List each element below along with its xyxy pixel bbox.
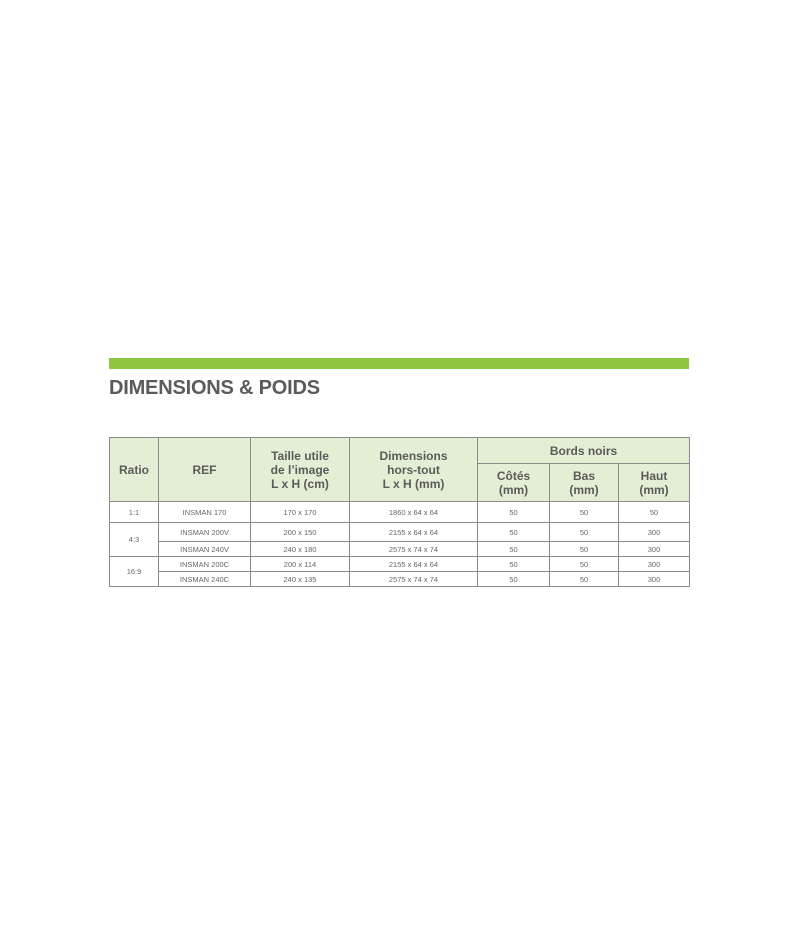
header-dim-line3: L x H (mm) bbox=[382, 476, 445, 491]
header-dimensions bbox=[350, 438, 478, 502]
header-cotes-line2: (mm) bbox=[498, 482, 529, 497]
header-bas bbox=[550, 464, 619, 502]
bas-cell: 50 bbox=[550, 557, 619, 572]
header-dim-line1: Dimensions bbox=[379, 448, 448, 463]
header-bas-line2: (mm) bbox=[569, 482, 599, 497]
cotes-cell: 50 bbox=[478, 542, 550, 557]
dimensions-cell: 2575 x 74 x 74 bbox=[350, 542, 478, 557]
bas-cell: 50 bbox=[550, 502, 619, 523]
bas-cell: 50 bbox=[550, 523, 619, 542]
table-row bbox=[110, 523, 690, 542]
header-taille-line2: de l’image bbox=[270, 462, 330, 477]
ratio-cell: 16:9 bbox=[110, 557, 159, 587]
header-cotes-line1: Côtés bbox=[496, 468, 531, 483]
haut-cell: 300 bbox=[619, 542, 690, 557]
header-taille-utile bbox=[251, 438, 350, 502]
header-haut bbox=[619, 464, 690, 502]
header-bas-line1: Bas bbox=[572, 468, 595, 483]
ref-cell: INSMAN 240C bbox=[159, 572, 251, 587]
haut-cell: 300 bbox=[619, 523, 690, 542]
section-title: DIMENSIONS & POIDS bbox=[109, 377, 320, 399]
header-bords-noirs: Bords noirs bbox=[478, 438, 690, 464]
taille-cell: 200 x 150 bbox=[251, 523, 350, 542]
cotes-cell: 50 bbox=[478, 523, 550, 542]
cotes-cell: 50 bbox=[478, 502, 550, 523]
taille-cell: 170 x 170 bbox=[251, 502, 350, 523]
bas-cell: 50 bbox=[550, 542, 619, 557]
ref-cell: INSMAN 200V bbox=[159, 523, 251, 542]
dimensions-cell: 2155 x 64 x 64 bbox=[350, 557, 478, 572]
table-row bbox=[110, 502, 690, 523]
header-taille-line1: Taille utile bbox=[271, 448, 329, 463]
header-haut-line2: (mm) bbox=[639, 482, 669, 497]
section-accent-bar bbox=[109, 358, 689, 369]
cotes-cell: 50 bbox=[478, 572, 550, 587]
haut-cell: 50 bbox=[619, 502, 690, 523]
taille-cell: 240 x 180 bbox=[251, 542, 350, 557]
header-ref: REF bbox=[159, 438, 251, 502]
dimensions-cell: 1860 x 64 x 64 bbox=[350, 502, 478, 523]
dimensions-cell: 2575 x 74 x 74 bbox=[350, 572, 478, 587]
ref-cell: INSMAN 240V bbox=[159, 542, 251, 557]
bas-cell: 50 bbox=[550, 572, 619, 587]
dimensions-cell: 2155 x 64 x 64 bbox=[350, 523, 478, 542]
header-taille-line3: L x H (cm) bbox=[271, 476, 329, 491]
header-ratio: Ratio bbox=[110, 438, 159, 502]
haut-cell: 300 bbox=[619, 557, 690, 572]
table-row bbox=[110, 572, 690, 587]
header-haut-line1: Haut bbox=[640, 468, 668, 483]
table-row bbox=[110, 557, 690, 572]
table-row bbox=[110, 542, 690, 557]
ref-cell: INSMAN 200C bbox=[159, 557, 251, 572]
taille-cell: 240 x 135 bbox=[251, 572, 350, 587]
haut-cell: 300 bbox=[619, 572, 690, 587]
ratio-cell: 1:1 bbox=[110, 502, 159, 523]
ref-cell: INSMAN 170 bbox=[159, 502, 251, 523]
header-cotes bbox=[478, 464, 550, 502]
cotes-cell: 50 bbox=[478, 557, 550, 572]
taille-cell: 200 x 114 bbox=[251, 557, 350, 572]
ratio-cell: 4:3 bbox=[110, 523, 159, 557]
header-dim-line2: hors-tout bbox=[387, 462, 440, 477]
dimensions-table bbox=[109, 437, 690, 587]
